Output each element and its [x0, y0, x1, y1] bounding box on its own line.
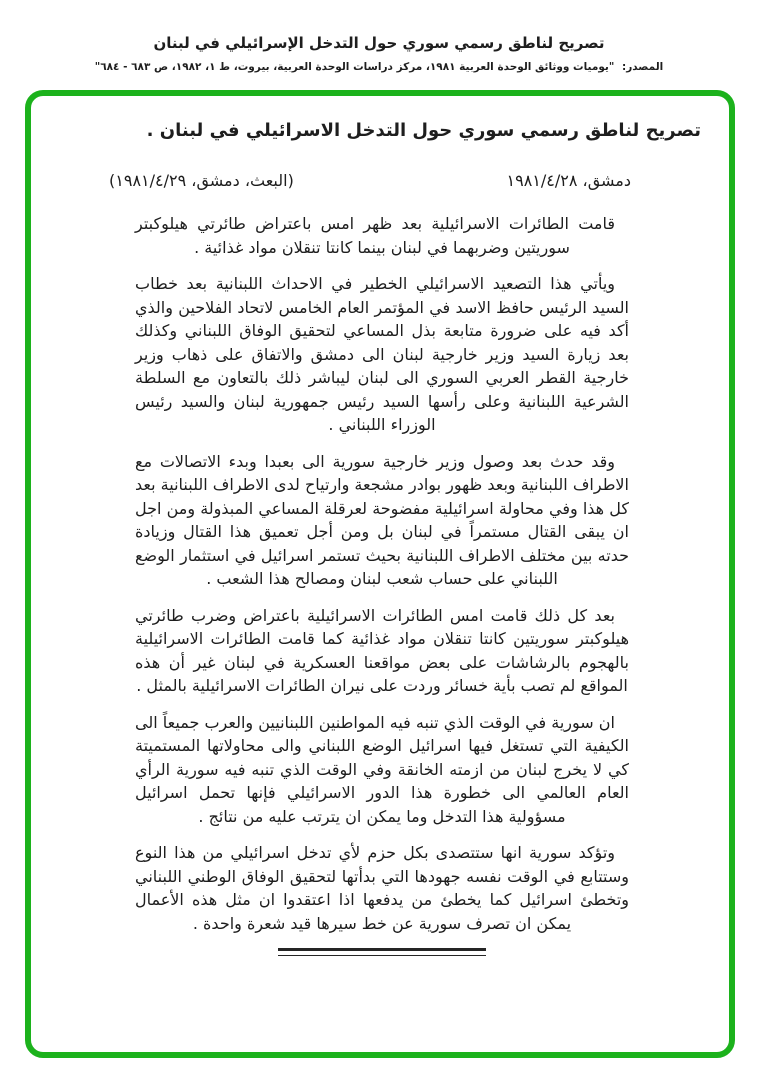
paragraph-1: قامت الطائرات الاسرائيلية بعد ظهر امس باعتراض طائرتي هيلوكبتر سوريتين وضربهما في لبنان بينما كانتا تنقلان مواد غذائية . — [135, 214, 615, 257]
dateline-source-ref: (البعث، دمشق، ١٩٨١/٤/٢٩) — [109, 171, 294, 190]
dateline-place-date: دمشق، ١٩٨١/٤/٢٨ — [506, 171, 631, 190]
paragraph-2: ويأتي هذا التصعيد الاسرائيلي الخطير في الاحداث اللبنانية بعد خطاب السيد الرئيس حافظ الاسد في المؤتمر العام الخامس لاتحاد الفلاحين والذي أكد فيه على ضرورة متابعة بذل المساعي لتحقيق الوفاق اللبناني وكذلك بعد زيارة السيد وزير خارجية لبنان الى دمشق والاتفاق على ذهاب وزير خارجية القطر العربي السوري الى لبنان ليباشر ذلك بالتعاون مع السلطة الشرعية اللبنانية وعلى رأسها السيد رئيس جمهورية لبنان والسيد رئيس الوزراء اللبناني . — [135, 274, 629, 434]
document-box — [25, 90, 735, 1058]
source-label: المصدر: — [622, 61, 664, 73]
page-title: تصريح لناطق رسمي سوري حول التدخل الإسرائيلي في لبنان — [153, 34, 605, 52]
paragraph-5: ان سورية في الوقت الذي تنبه فيه المواطنين اللبنانيين والعرب جميعاً الى الكيفية التي تستغل فيها اسرائيل الوضع اللبناني والى محاولاتها المستميتة كي لا يخرج لبنان من ازمته الخانقة وفي الوقت الذي تنبه فيه سورية الرأي العام العالمي الى خطورة هذا الدور الاسرائيلي فإنها تحمل اسرائيل مسؤولية هذا التدخل وما يمكن ان يترتب عليه من نتائج . — [135, 712, 629, 826]
source-line — [0, 61, 758, 73]
document-title: تصريح لناطق رسمي سوري حول التدخل الاسرائيلي في لبنان . — [146, 120, 701, 141]
page-header — [0, 34, 758, 73]
dateline-row — [109, 171, 631, 190]
document-body — [135, 212, 629, 956]
paragraph-6: وتؤكد سورية انها ستتصدى بكل حزم لأي تدخل اسرائيلي من هذا النوع وستتابع في الوقت نفسه جهودها التي بدأتها لتحقيق الوفاق الوطني اللبناني وتخطئ اسرائيل كما يخطئ من يدفعها اذا اعتقدوا ان مثل هذه الأعمال يمكن ان تصرف سورية عن خط سيرها قيد شعرة واحدة . — [135, 843, 629, 933]
source-citation: "يوميات ووثائق الوحدة العربية ١٩٨١، مركز دراسات الوحدة العربية، بيروت، ط ١، ١٩٨٢، ص ٦٨٣ - ٦٨٤" — [94, 61, 615, 73]
paragraph-4: بعد كل ذلك قامت امس الطائرات الاسرائيلية باعتراض وضرب طائرتي هيلوكبتر سوريتين كانتا تنقلان مواد غذائية كما قامت الطائرات الاسرائيلية بالهجوم بالرشاشات على بعض مواقعنا العسكرية في لبنان غير أن هذه المواقع لم تصب بأية خسائر وردت على نيران الطائرات الاسرائيلية بالمثل . — [135, 605, 629, 695]
end-divider — [278, 948, 486, 956]
paragraph-3: وقد حدث بعد وصول وزير خارجية سورية الى بعبدا وبدء الاتصالات مع الاطراف اللبنانية وبعد ظهور بوادر مشجعة وارتياح لدى الاطراف اللبنانية بعد كل هذا وفي محاولة اسرائيلية مفضوحة لعرقلة المساعي المبذولة ومن اجل ان يبقى القتال مستمراً في لبنان بل ومن أجل تعميق هذا القتال وزيادة حدته بين مختلف الاطراف اللبنانية بحيث تستمر اسرائيل في استثمار الوضع اللبناني على حساب شعب لبنان ومصالح هذا الشعب . — [135, 451, 629, 588]
